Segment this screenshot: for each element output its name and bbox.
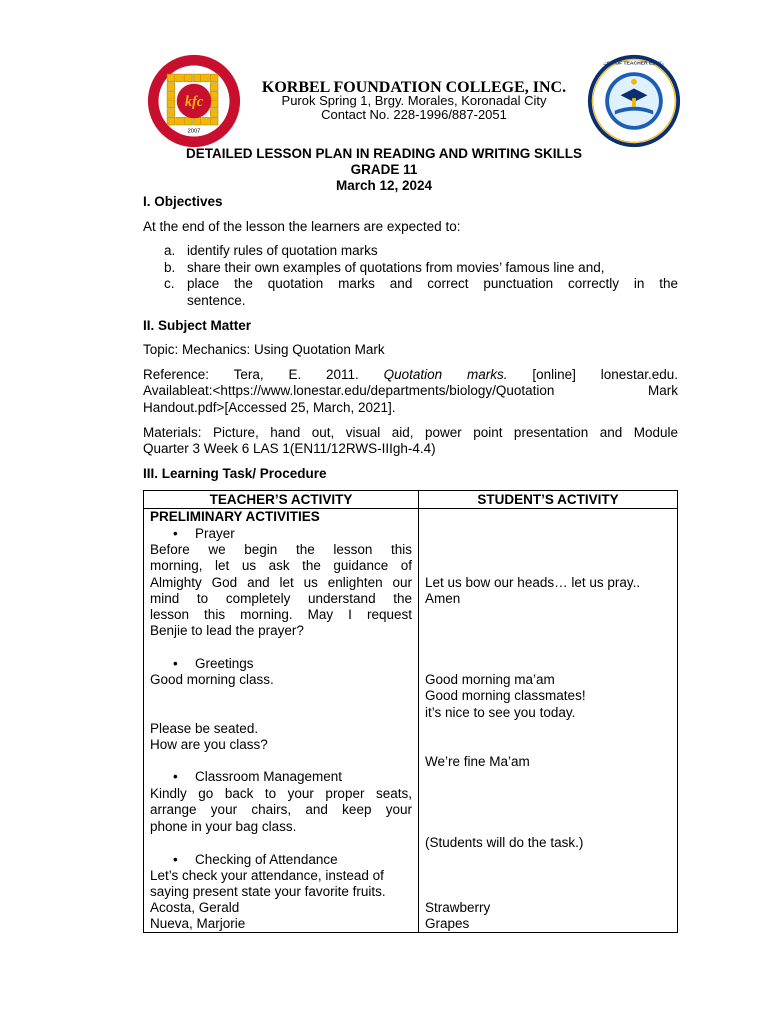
- classroom-teacher-text: [150, 786, 412, 835]
- text-line: mind to completely understand the: [150, 590, 412, 606]
- bullet-icon: •: [173, 852, 178, 867]
- procedure-heading: III. Learning Task/ Procedure: [143, 466, 327, 481]
- prayer-student-amen: Amen: [425, 591, 461, 606]
- attendance-answer-2: Grapes: [425, 916, 470, 931]
- greetings-label: Greetings: [195, 656, 254, 671]
- greetings-student-2: Good morning classmates!: [425, 688, 586, 703]
- korbel-college-seal: [146, 53, 242, 149]
- seal-year: 2007: [187, 128, 201, 135]
- attendance-answer-1: Strawberry: [425, 900, 491, 915]
- text-line: Kindly go back to your proper seats,: [150, 786, 412, 801]
- text-line: Almighty God and let us enlighten our: [150, 574, 412, 590]
- teacher-education-seal: [586, 53, 682, 149]
- preliminary-activities-heading: PRELIMINARY ACTIVITIES: [150, 509, 320, 524]
- subject-matter-heading: II. Subject Matter: [143, 318, 252, 333]
- prayer-label: Prayer: [195, 526, 235, 541]
- topic-line: Topic: Mechanics: Using Quotation Mark: [143, 342, 385, 357]
- text-line: phone in your bag class.: [150, 818, 297, 834]
- attendance-name-2: Nueva, Marjorie: [150, 916, 246, 931]
- objective-letter: b.: [164, 260, 176, 275]
- text-line: lesson this morning. May I request: [150, 607, 412, 623]
- classroom-label: Classroom Management: [195, 769, 343, 784]
- teacher-activity-header: TEACHER’S ACTIVITY: [209, 492, 353, 507]
- objective-letter: c.: [164, 276, 175, 291]
- objective-text-continued: sentence.: [187, 292, 246, 308]
- college-name: KORBEL FOUNDATION COLLEGE, INC.: [261, 79, 567, 96]
- attendance-name-1: Acosta, Gerald: [150, 900, 240, 915]
- reference-title: Quotation marks.: [383, 367, 508, 382]
- text-line: arrange your chairs, and keep your: [150, 802, 412, 818]
- grade-level: GRADE 11: [350, 162, 418, 177]
- objectives-intro: At the end of the lesson the learners are expected to:: [143, 219, 461, 234]
- greetings-student-1: Good morning ma’am: [425, 672, 555, 687]
- attendance-label: Checking of Attendance: [195, 852, 338, 867]
- reference-accessed: Handout.pdf>[Accessed 25, March, 2021].: [143, 400, 396, 415]
- document-title: DETAILED LESSON PLAN IN READING AND WRITING SKILLS: [185, 146, 582, 161]
- reference-line: [143, 367, 678, 384]
- greetings-teacher-3: How are you class?: [150, 737, 268, 752]
- objective-letter: a.: [164, 243, 176, 258]
- college-address: Purok Spring 1, Brgy. Morales, Koronadal City: [281, 93, 547, 108]
- reference-author: Reference: Tera, E. 2011.: [143, 367, 359, 382]
- attendance-teacher-1: Let’s check your attendance, instead of: [150, 868, 384, 883]
- greetings-student-4: We’re fine Ma’am: [425, 754, 530, 769]
- seal-monogram: kfc: [184, 93, 204, 110]
- lesson-date: March 12, 2024: [335, 178, 433, 193]
- activity-table: [143, 490, 678, 933]
- materials-line: Materials: Picture, hand out, visual aid, power point presentation and Module: [143, 425, 678, 440]
- classroom-student-response: (Students will do the task.): [425, 835, 584, 850]
- objectives-heading: I. Objectives: [143, 194, 223, 209]
- college-contact: Contact No. 228-1996/887-2051: [321, 107, 507, 122]
- text-line: morning, let us ask the guidance of: [150, 558, 412, 574]
- prayer-teacher-text: [150, 542, 412, 640]
- bullet-icon: •: [173, 769, 178, 784]
- seal-ring-text: COLLEGE OF TEACHER EDUCATION: [589, 60, 679, 67]
- greetings-teacher-2: Please be seated.: [150, 721, 259, 736]
- objective-text: identify rules of quotation marks: [187, 243, 378, 258]
- bullet-icon: •: [173, 526, 178, 541]
- objective-text: place the quotation marks and correct punctuation correctly in the: [187, 276, 678, 291]
- text-line: Before we begin the lesson this: [150, 542, 412, 557]
- bullet-icon: •: [173, 656, 178, 671]
- prayer-student-response: Let us bow our heads… let us pray..: [425, 575, 641, 590]
- student-activity-header: STUDENT’S ACTIVITY: [477, 492, 619, 507]
- objective-text: share their own examples of quotations from movies’ famous line and,: [187, 260, 605, 275]
- attendance-teacher-2: saying present state your favorite fruits.: [150, 884, 386, 899]
- greetings-student-3: it’s nice to see you today.: [425, 705, 576, 720]
- greetings-teacher-1: Good morning class.: [150, 672, 274, 687]
- materials-module: Quarter 3 Week 6 LAS 1(EN11/12RWS-IIIgh-4.4): [143, 441, 436, 456]
- reference-url: Availableat:<https://www.lonestar.edu/departments/biology/Quotation Mark: [143, 383, 678, 398]
- table-column-divider: [418, 491, 419, 932]
- reference-source: [online] lonestar.edu.: [532, 367, 679, 382]
- text-line: Benjie to lead the prayer?: [150, 623, 304, 639]
